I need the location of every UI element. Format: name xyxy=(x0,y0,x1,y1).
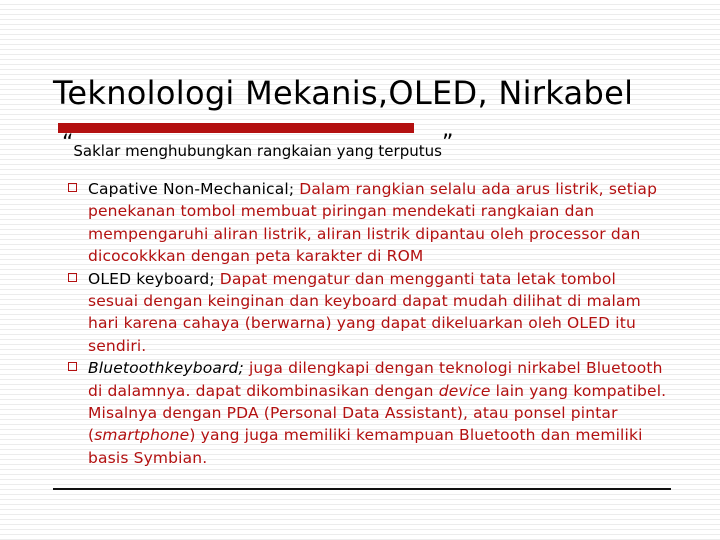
bullet-item-capacitive xyxy=(68,178,668,268)
close-quote: ” xyxy=(441,131,454,156)
bottom-divider xyxy=(53,488,671,490)
bullet-text-part: juga dilengkapi dengan teknologi nirkabel Bluetooth di dalamnya. dapat dikombinasikan dengan xyxy=(88,359,663,400)
bullet-text-part: lain yang kompatibel. Misalnya dengan PDA (Personal Data Assistant), atau ponsel pintar ( xyxy=(88,381,667,445)
bullet-list xyxy=(68,178,668,469)
bullet-term: Capative Non-Mechanical; xyxy=(88,180,295,198)
bullet-item-oled xyxy=(68,268,668,358)
subtitle xyxy=(62,131,453,160)
square-bullet-icon xyxy=(68,183,77,192)
bullet-emphasis: smartphone xyxy=(94,426,190,445)
bullet-text: Dapat mengatur dan mengganti tata letak tombol sesuai dengan keinginan dan keyboard dapat mudah dilihat di malam hari karena cahaya (berwarna) yang dapat dikeluarkan oleh OLED itu sendiri. xyxy=(88,269,641,355)
bullet-item-bluetooth xyxy=(68,357,668,469)
open-quote: “ xyxy=(62,131,74,156)
subtitle-text: Saklar menghubungkan rangkaian yang terputus xyxy=(73,142,442,160)
bullet-text: Dalam rangkian selalu ada arus listrik, setiap penekanan tombol membuat piringan mendekati rangkaian dan mempengaruhi aliran listrik, aliran listrik dipantau oleh processor dan dicocokkkan dengan peta karakter di ROM xyxy=(88,180,658,266)
bullet-term: OLED keyboard; xyxy=(88,269,215,288)
bullet-term: Bluetoothkeyboard; xyxy=(88,359,244,378)
square-bullet-icon xyxy=(68,273,77,282)
slide-title: Teknolologi Mekanis,OLED, Nirkabel xyxy=(53,74,634,112)
bullet-text-part: ) yang juga memiliki kemampuan Bluetooth dan memiliki basis Symbian. xyxy=(88,426,643,467)
square-bullet-icon xyxy=(68,362,77,371)
bullet-emphasis: device xyxy=(438,381,491,400)
